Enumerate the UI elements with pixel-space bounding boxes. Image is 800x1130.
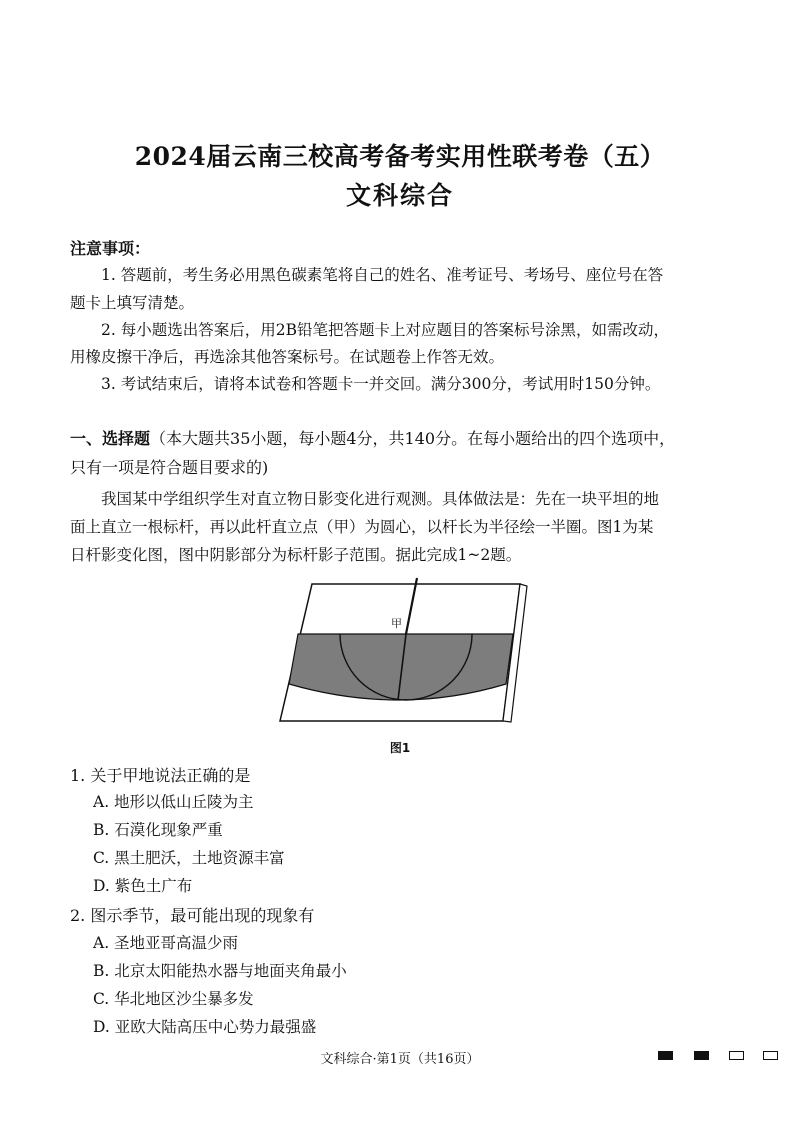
exam-title: 2024届云南三校高考备考实用性联考卷（五） — [134, 142, 666, 171]
figure-caption: 图1 — [389, 741, 411, 755]
exam-subject: 文科综合 — [345, 181, 454, 210]
section-heading: 一、选择题 — [70, 429, 151, 448]
notice-line-1: 1. 答题前，考生务必用黑色碳素笔将自己的姓名、准考证号、考场号、座位号在答 — [101, 266, 664, 284]
q2-option-b: B. 北京太阳能热水器与地面夹角最小 — [93, 962, 347, 980]
figure-shadow-diagram — [275, 576, 535, 726]
stem-line-1: 我国某中学组织学生对直立物日影变化进行观测。具体做法是：先在一块平坦的地 — [101, 490, 660, 508]
notice-line-3: 2. 每小题选出答案后，用2B铅笔把答题卡上对应题目的答案标号涂黑，如需改动， — [101, 321, 669, 339]
notice-line-4: 用橡皮擦干净后，再选涂其他答案标号。在试题卷上作答无效。 — [70, 348, 505, 366]
q1-option-c: C. 黑土肥沃，土地资源丰富 — [93, 849, 285, 867]
q1-option-b: B. 石漠化现象严重 — [93, 821, 223, 839]
stem-line-3: 日杆影变化图，图中阴影部分为标杆影子范围。据此完成1~2题。 — [70, 546, 522, 564]
notice-line-2: 题卡上填写清楚。 — [70, 294, 195, 312]
question-1: 1. 关于甲地说法正确的是 — [70, 766, 251, 785]
q2-option-c: C. 华北地区沙尘暴多发 — [93, 990, 254, 1008]
q2-option-a: A. 圣地亚哥高温少雨 — [93, 934, 239, 952]
section-line-1 — [70, 426, 675, 449]
page-mark-filled — [658, 1051, 673, 1060]
q1-option-a: A. 地形以低山丘陵为主 — [93, 793, 254, 811]
q1-option-d: D. 紫色土广布 — [93, 877, 193, 895]
label-jia: 甲 — [391, 617, 402, 630]
page-mark-filled — [694, 1051, 709, 1060]
q2-option-d: D. 亚欧大陆高压中心势力最强盛 — [93, 1018, 317, 1036]
stem-line-2: 面上直立一根标杆，再以此杆直立点（甲）为圆心，以杆长为半径绘一半圈。图1为某 — [70, 518, 654, 536]
notice-heading: 注意事项： — [70, 239, 151, 258]
section-desc-1: （本大题共35小题，每小题4分，共140分。在每小题给出的四个选项中， — [150, 429, 676, 448]
notice-line-5: 3. 考试结束后，请将本试卷和答题卡一并交回。满分300分，考试用时150分钟。 — [101, 375, 661, 393]
page-mark-empty — [763, 1051, 778, 1060]
question-2: 2. 图示季节，最可能出现的现象有 — [70, 906, 315, 925]
section-desc-2: 只有一项是符合题目要求的) — [70, 458, 269, 477]
shadow-area — [289, 634, 513, 700]
page-mark-empty — [729, 1051, 744, 1060]
page-footer: 文科综合·第1页（共16页） — [320, 1052, 480, 1067]
